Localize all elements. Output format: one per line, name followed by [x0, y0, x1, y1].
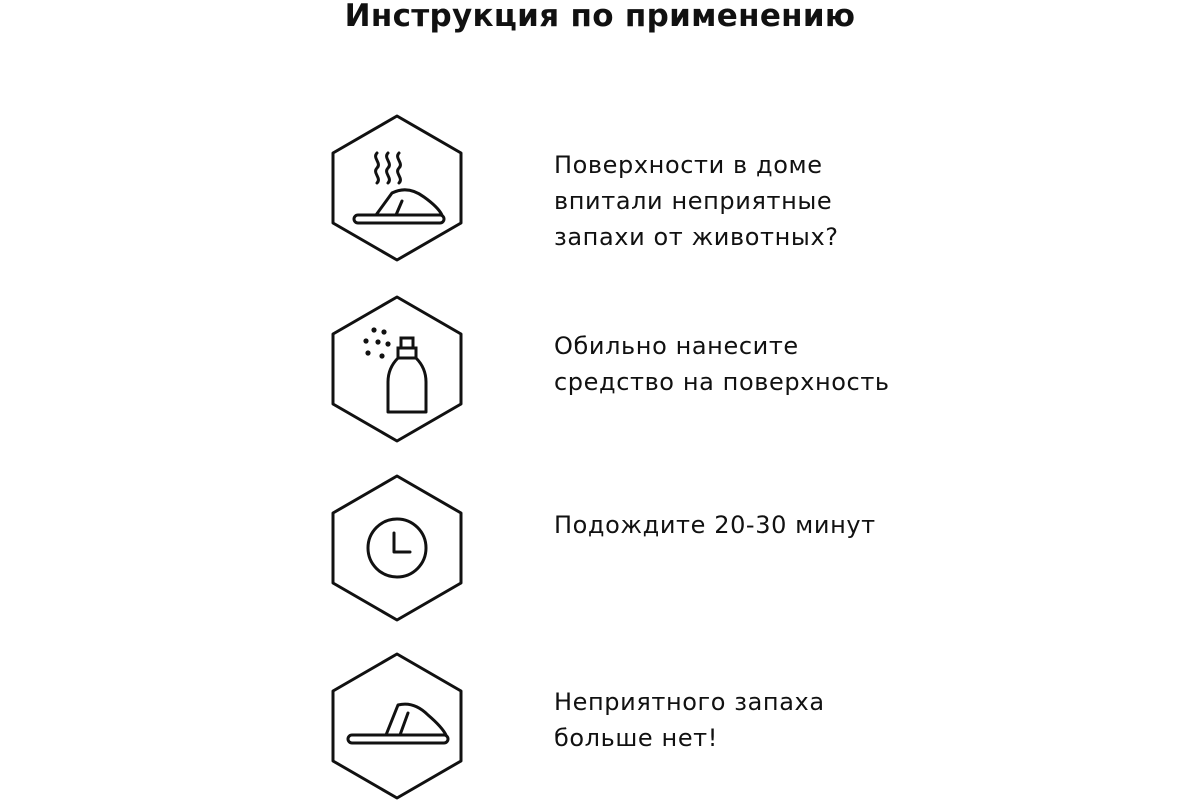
step-4-text: Неприятного запаха больше нет!	[554, 688, 825, 752]
clock-icon	[330, 473, 464, 623]
step-2-text: Обильно нанесите средство на поверхность	[554, 332, 890, 396]
page-title: Инструкция по применению	[344, 0, 856, 34]
step-4	[330, 651, 950, 801]
smelly-slipper-icon	[330, 113, 464, 263]
step-1-text: Поверхности в доме впитали неприятные запахи от животных?	[554, 151, 839, 251]
step-1	[330, 113, 950, 263]
step-3	[330, 473, 950, 623]
step-3-text: Подождите 20-30 минут	[554, 511, 876, 539]
step-2	[330, 294, 950, 444]
spray-bottle-icon	[330, 294, 464, 444]
slipper-icon	[330, 651, 464, 801]
